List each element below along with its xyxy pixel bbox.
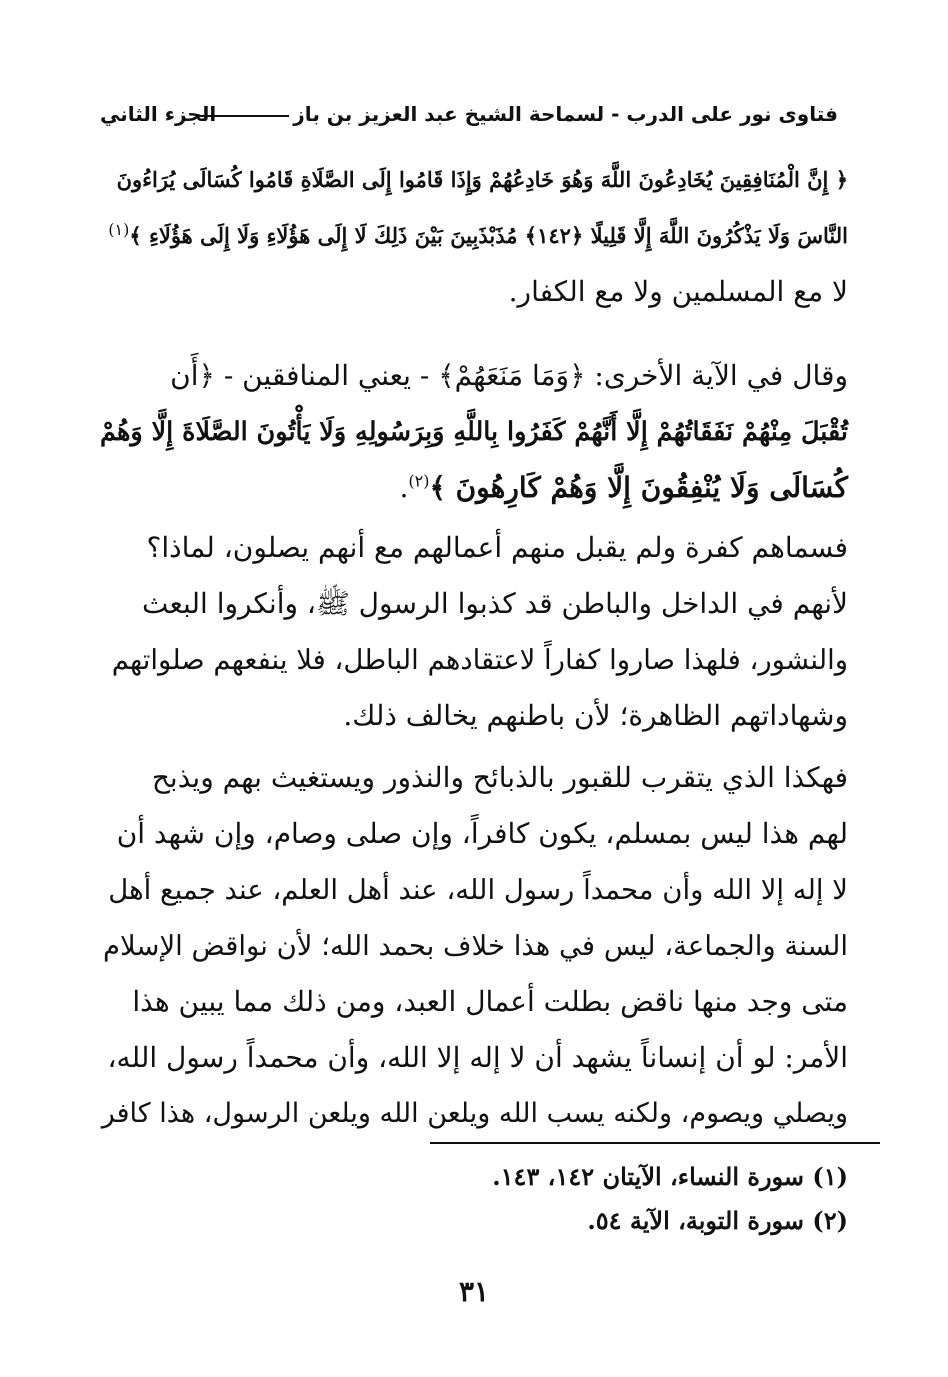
footnote-ref: (١) bbox=[108, 220, 130, 239]
footnote: (١) سورة النساء، الآيتان ١٤٢، ١٤٣. bbox=[492, 1162, 848, 1191]
text-line: ويصلي ويصوم، ولكنه يسب الله ويلعن الله ويلعن الرسول، هذا كافر bbox=[101, 1098, 848, 1129]
running-header bbox=[100, 100, 838, 140]
verse-block-1 bbox=[100, 152, 848, 320]
verse-block-2 bbox=[100, 348, 848, 516]
text-line: متى وجد منها ناقض بطلت أعمال العبد، ومن ذلك مما يبين هذا bbox=[132, 985, 848, 1018]
page-number: ٣١ bbox=[458, 1275, 490, 1308]
verse-line: تُقْبَلَ مِنْهُمْ نَفَقَاتُهُمْ إِلَّا أَنَّهُمْ كَفَرُوا بِاللَّهِ وَبِرَسُولِهِ وَلَا يَأْتُونَ الصَّلَاةَ إِلَّا وَهُمْ bbox=[100, 417, 848, 447]
book-title bbox=[195, 102, 838, 126]
verse-line: ﴿ إِنَّ الْمُنَافِقِينَ يُخَادِعُونَ اللَّهَ وَهُوَ خَادِعُهُمْ وَإِذَا قَامُوا إِلَى الصَّلَاةِ قَامُوا كُسَالَى يُرَاءُونَ bbox=[116, 167, 848, 192]
paragraph-2 bbox=[100, 750, 848, 1142]
verse-line bbox=[100, 208, 848, 264]
footnote-ref: (٢) bbox=[408, 471, 430, 491]
text-line: فهكذا الذي يتقرب للقبور بالذبائح والنذور ويستغيث بهم ويذبح bbox=[151, 761, 848, 794]
text-line: لأنهم في الداخل والباطن قد كذبوا الرسول ﷺ، وأنكروا البعث bbox=[142, 587, 848, 620]
text-line: فسماهم كفرة ولم يقبل منهم أعمالهم مع أنهم يصلون، لماذا؟ bbox=[146, 531, 848, 564]
verse-text: كُسَالَى وَلَا يُنْفِقُونَ إِلَّا وَهُمْ كَارِهُونَ ﴾ bbox=[429, 471, 848, 504]
verse-text: النَّاسَ وَلَا يَذْكُرُونَ اللَّهَ إِلَّا قَلِيلًا ﴿١٤٢﴾ مُذَبْذَبِينَ بَيْنَ ذَلِكَ لَا إِلَى هَؤُلَاءِ وَلَا إِلَى هَؤُلَاءِ ﴾ bbox=[129, 223, 848, 248]
period: . bbox=[399, 471, 409, 504]
verse-line bbox=[100, 460, 848, 516]
text-line: السنة والجماعة، ليس في هذا خلاف بحمد الله؛ لأن نواقض الإسلام bbox=[102, 930, 848, 962]
text-line: لا مع المسلمين ولا مع الكفار. bbox=[508, 275, 848, 308]
text-line: لهم هذا ليس بمسلم، يكون كافراً، وإن صلى وصام، وإن شهد أن bbox=[116, 817, 848, 850]
text-line: وشهاداتهم الظاهرة؛ لأن باطنهم يخالف ذلك. bbox=[343, 699, 848, 732]
text-line: والنشور، فلهذا صاروا كفاراً لاعتقادهم الباطل، فلا ينفعهم صلواتهم bbox=[111, 644, 848, 676]
footnotes bbox=[100, 1155, 848, 1243]
book-title-text: فتاوى نور على الدرب - لسماحة الشيخ عبد العزيز بن باز bbox=[293, 102, 838, 126]
part-label: الجزء الثاني bbox=[100, 102, 217, 126]
text-line: الأمر: لو أن إنساناً يشهد أن لا إله إلا الله، وأن محمداً رسول الله، bbox=[107, 1041, 848, 1074]
paragraph-1 bbox=[100, 520, 848, 744]
footnote-divider bbox=[430, 1142, 880, 1144]
text-line: وقال في الآية الأخرى: ﴿وَمَا مَنَعَهُمْ﴾ - يعني المنافقين - ﴿أَن bbox=[170, 359, 848, 392]
text-line: لا إله إلا الله وأن محمداً رسول الله، عند أهل العلم، عند جميع أهل bbox=[108, 874, 848, 906]
footnote: (٢) سورة التوبة، الآية ٥٤. bbox=[587, 1206, 848, 1235]
